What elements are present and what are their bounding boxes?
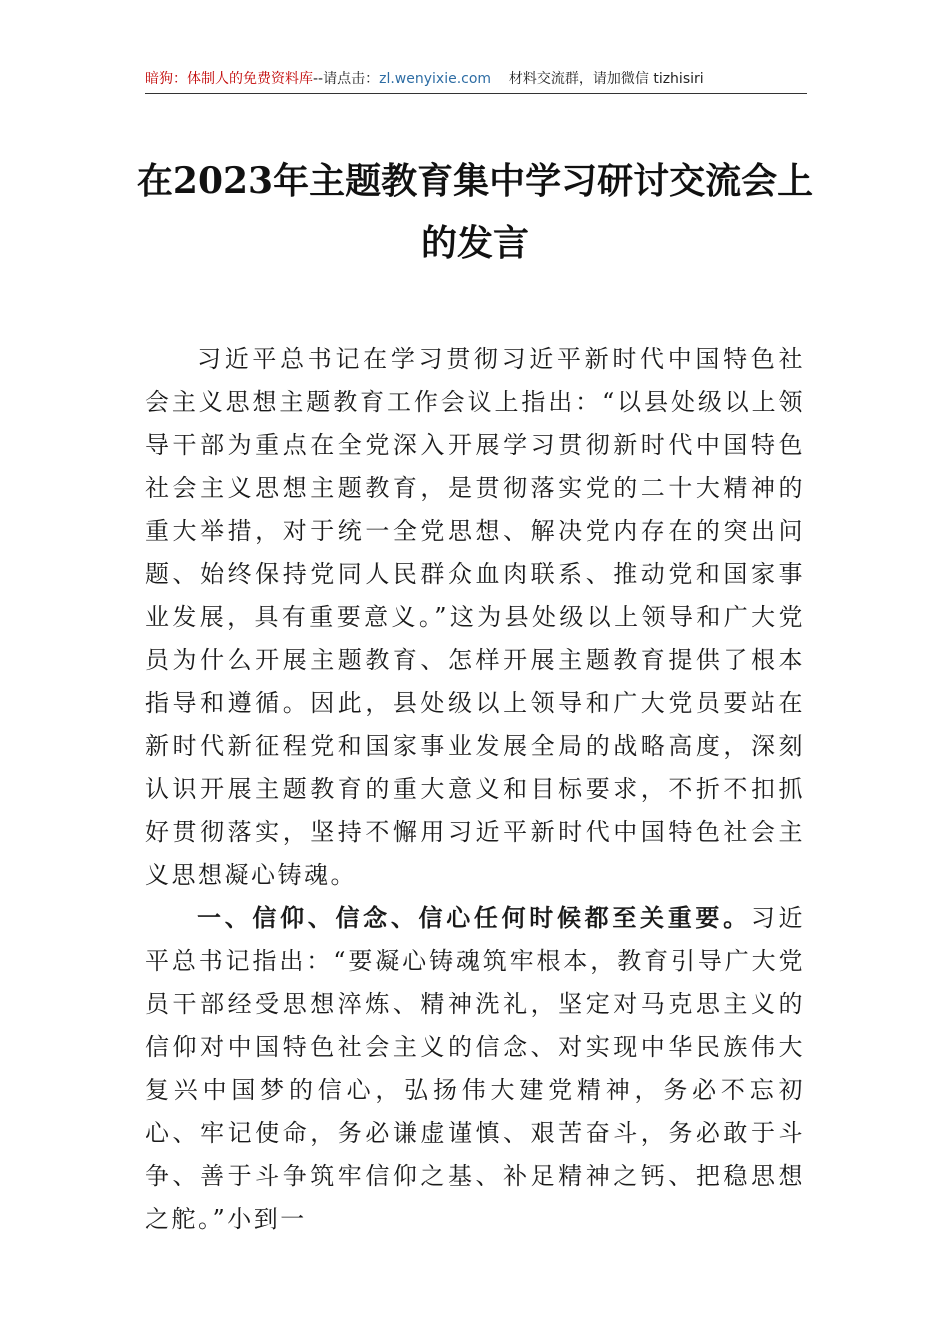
header-contact: 材料交流群，请加微信 tizhisiri	[508, 71, 704, 87]
document-title	[130, 150, 820, 274]
document-body	[145, 338, 805, 1241]
title-line-1: 在2023年主题教育集中学习研讨交流会上	[136, 160, 814, 202]
header-brand: 暗狗：体制人的免费资料库	[145, 71, 313, 87]
header-prompt: --请点击：	[313, 71, 380, 87]
paragraph-text: 习近平总书记指出：“要凝心铸魂筑牢根本，教育引导广大党员干部经受思想淬炼、精神洗礼，坚定对马克思主义的信仰对中国特色社会主义的信念、对实现中华民族伟大复兴中国梦的信心，弘扬伟大建党精神，务必不忘初心、牢记使命，务必谦虚谨慎、艰苦奋斗，务必敢于斗争、善于斗争筑牢信仰之基、补足精神之钙、把稳思想之舵。”小到一	[145, 904, 806, 1233]
paragraph-section-one	[145, 897, 805, 1241]
page-header	[145, 68, 805, 90]
header-divider	[145, 93, 807, 94]
paragraph-text: 习近平总书记在学习贯彻习近平新时代中国特色社会主义思想主题教育工作会议上指出：“以县处级以上领导干部为重点在全党深入开展学习贯彻新时代中国特色社会主义思想主题教育，是贯彻落实党的二十大精神的重大举措，对于统一全党思想、解决党内存在的突出问题、始终保持党同人民群众血肉联系、推动党和国家事业发展，具有重要意义。”这为县处级以上领导和广大党员为什么开展主题教育、怎样开展主题教育提供了根本指导和遵循。因此，县处级以上领导和广大党员要站在新时代新征程党和国家事业发展全局的战略高度，深刻认识开展主题教育的重大意义和目标要求，不折不扣抓好贯彻落实，坚持不懈用习近平新时代中国特色社会主义思想凝心铸魂。	[145, 345, 805, 889]
header-url-link[interactable]: zl.wenyixie.com	[379, 71, 492, 87]
section-heading: 一、信仰、信念、信心任何时候都至关重要。	[197, 904, 751, 932]
paragraph-intro	[145, 338, 805, 897]
title-line-2: 的发言	[420, 222, 529, 264]
